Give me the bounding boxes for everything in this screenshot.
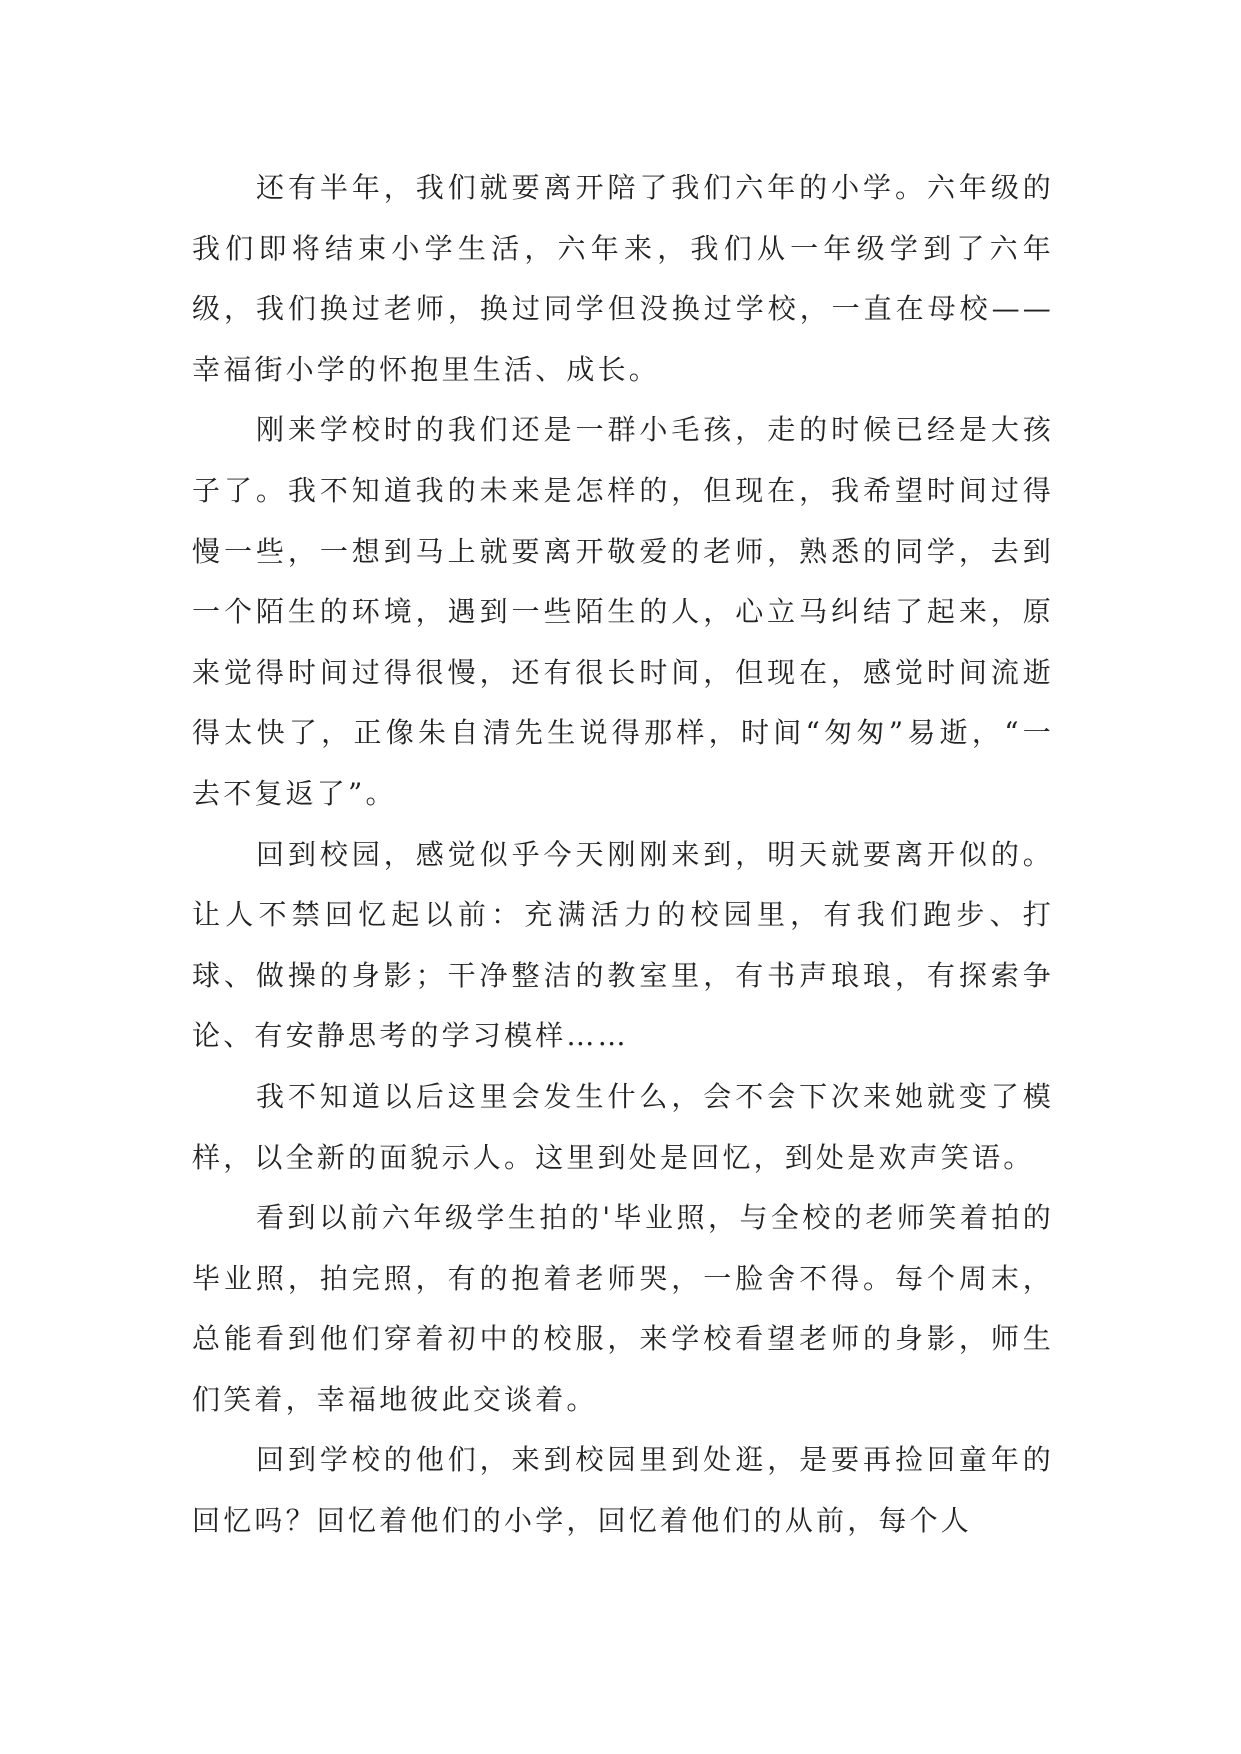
paragraph-6: 回到学校的他们，来到校园里到处逛，是要再捡回童年的回忆吗？回忆着他们的小学，回忆着他们的从前，每个人 <box>192 1443 1054 1538</box>
paragraph-3: 回到校园，感觉似乎今天刚刚来到，明天就要离开似的。让人不禁回忆起以前：充满活力的校园里，有我们跑步、打球、做操的身影；干净整洁的教室里，有书声琅琅，有探索争论、有安静思考的学习模样…… <box>192 837 1054 1053</box>
paragraph-1: 还有半年，我们就要离开陪了我们六年的小学。六年级的我们即将结束小学生活，六年来，我们从一年级学到了六年级，我们换过老师，换过同学但没换过学校，一直在母校——幸福街小学的怀抱里生活、成长。 <box>192 171 1054 386</box>
paragraph-5: 看到以前六年级学生拍的'毕业照，与全校的老师笑着拍的毕业照，拍完照，有的抱着老师哭，一脸舍不得。每个周末，总能看到他们穿着初中的校服，来学校看望老师的身影，师生们笑着，幸福地彼此交谈着。 <box>192 1201 1054 1416</box>
paragraph-2: 刚来学校时的我们还是一群小毛孩，走的时候已经是大孩子了。我不知道我的未来是怎样的，但现在，我希望时间过得慢一些，一想到马上就要离开敬爱的老师，熟悉的同学，去到一个陌生的环境，遇到一些陌生的人，心立马纠结了起来，原来觉得时间过得很慢，还有很长时间，但现在，感觉时间流逝得太快了，正像朱自清先生说得那样，时间“匆匆”易逝，“一去不复返了”。 <box>192 413 1054 810</box>
paragraph-4: 我不知道以后这里会发生什么，会不会下次来她就变了模样，以全新的面貌示人。这里到处是回忆，到处是欢声笑语。 <box>192 1079 1054 1174</box>
document-body <box>192 158 1054 1552</box>
